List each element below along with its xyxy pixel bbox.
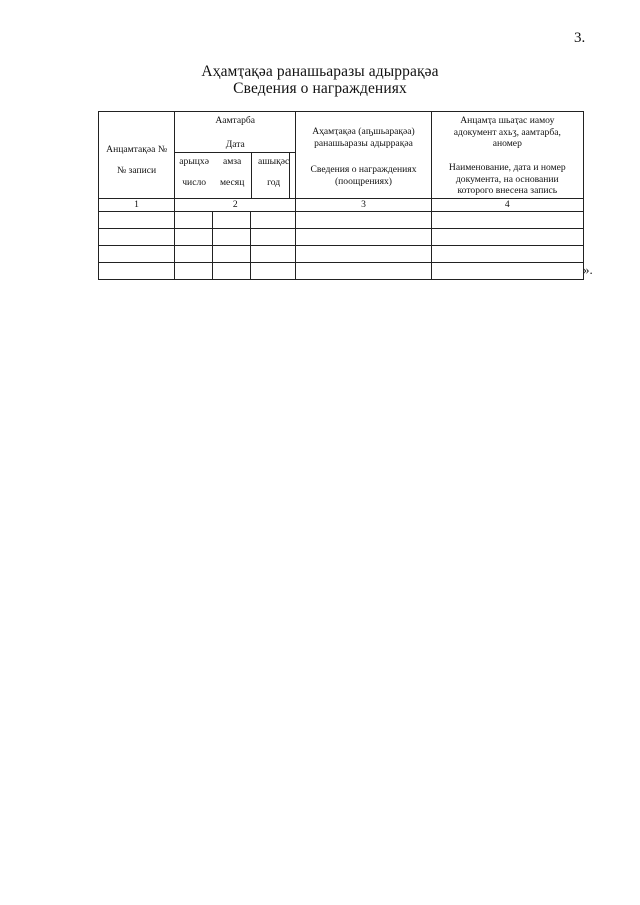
column-number-3: 3 [296,199,431,212]
title-abkhaz: Аҳамҭақәа ранашьаразы адыррақәа [201,63,439,80]
table-cell [431,246,583,263]
table-cell [296,263,431,280]
column-number-1: 1 [99,199,175,212]
table-cell [296,212,431,229]
table-cell [99,263,175,280]
table-cell [251,212,296,229]
header-award-info [296,112,431,199]
header-award-info-russian: Сведения о награждениях (поощрениях) [310,164,417,187]
table-cell [175,229,213,246]
table-cell [296,246,431,263]
table-cell [213,263,251,280]
table-cell [251,246,296,263]
header-row [99,112,584,199]
table-cell [99,229,175,246]
table-cell [213,229,251,246]
table-cell [175,246,213,263]
header-record-number-abkhaz: Анцамтақәа № [106,144,167,155]
header-date-russian: Дата [225,139,245,150]
header-day-abkhaz: арыцхә [179,156,209,167]
table-cell [99,212,175,229]
header-year-abkhaz: ашықәс [258,156,290,167]
table-cell [251,263,296,280]
table-cell [431,212,583,229]
header-date-abkhaz: Аамтарба [215,115,256,126]
column-number-row [99,199,584,212]
header-document-russian: Наименование, дата и номер документа, на основании которого внесена запись [448,162,566,196]
table-cell [99,246,175,263]
header-document-abkhaz: Анцамҭа шьаҭас иамоу адокумент ахьӡ, аамтарба, аномер [453,115,561,149]
table-cell [431,229,583,246]
header-record-number [99,112,175,199]
table-row [99,229,584,246]
table-cell [213,246,251,263]
table-row [99,263,584,280]
header-day-russian: число [182,177,207,188]
column-number-4: 4 [431,199,583,212]
awards-table [98,111,584,280]
column-number-2: 2 [175,199,296,212]
page-number: 3. [574,30,586,46]
table-cell [175,263,213,280]
header-year-russian: год [267,177,281,188]
header-date [175,112,296,199]
table-cell [175,212,213,229]
table-cell [296,229,431,246]
header-award-info-abkhaz: Аҳамҭақәа (аҧшьарақәа) ранашьаразы адыррақәа [312,126,415,149]
header-document [431,112,583,199]
header-month-russian: месяц [219,177,245,188]
table-row [99,246,584,263]
header-month-abkhaz: амза [222,156,242,167]
table-cell [213,212,251,229]
title-russian: Сведения о награждениях [233,80,407,97]
header-record-number-russian: № записи [117,165,157,176]
closing-quote-mark: ». [583,262,593,277]
table-cell [431,263,583,280]
table-cell [251,229,296,246]
table-row [99,212,584,229]
